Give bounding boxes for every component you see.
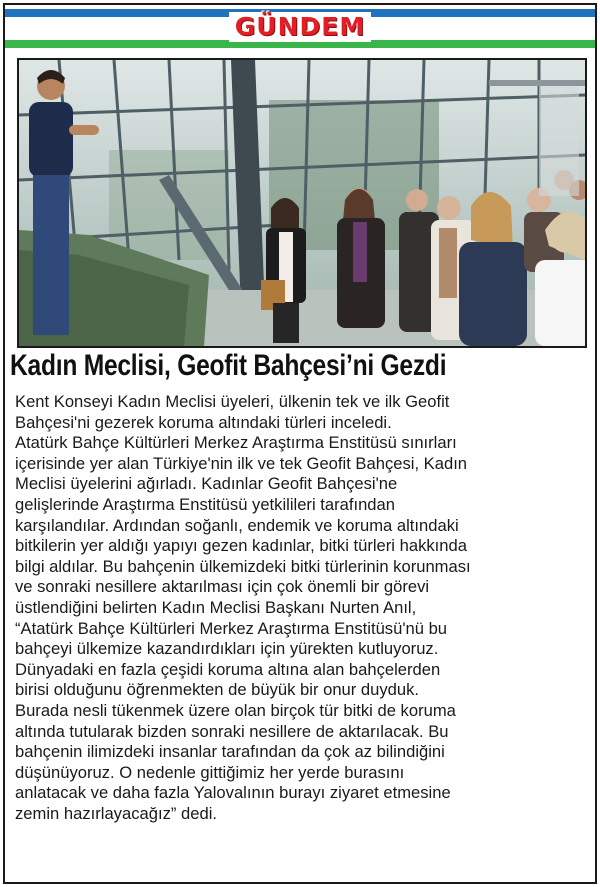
article-line: Kent Konseyi Kadın Meclisi üyeleri, ülkenin tek ve ilk Geofit — [15, 392, 450, 411]
article-line: Bahçesi'ni gezerek koruma altındaki türleri inceledi. — [15, 412, 392, 432]
article-line: üstlendiğini belirten Kadın Meclisi Başkanı Nurten Anıl, — [15, 597, 417, 617]
article-line: bitkilerin yer aldığı yapıyı gezen kadınlar, bitki türleri hakkında — [15, 536, 467, 556]
banner-label-wrap — [5, 5, 595, 49]
article-line: düşünüyoruz. O nedenle gittiğimiz her yerde burasını — [15, 762, 405, 782]
article-line: anlatacak ve daha fazla Yalovalının burayı ziyaret etmesine — [15, 783, 451, 803]
article-line: altında tutularak bizden sonraki nesillere de aktarılacak. Bu — [15, 721, 449, 741]
section-label: GÜNDEM — [229, 12, 371, 42]
article-line: bahçenin ilimizdeki insanlar tarafından da çok az bilindiğini — [15, 742, 445, 762]
article-line: içerisinde yer alan Türkiye'nin ilk ve tek Geofit Bahçesi, Kadın — [15, 453, 468, 473]
article-line: zemin hazırlayacağız” dedi. — [15, 803, 217, 823]
article-line: gelişlerinde Araştırma Enstitüsü yetkilileri tarafından — [15, 494, 395, 514]
article-line: bilgi aldılar. Bu bahçenin ülkemizdeki bitki türlerinin korunması — [15, 556, 471, 576]
article-line: ve sonraki nesillere aktarılması için çok önemli bir görevi — [15, 577, 430, 597]
article-line: “Atatürk Bahçe Kültürleri Merkez Araştırma Enstitüsü'nü bu — [15, 618, 448, 638]
article-line: Burada nesli tükenmek üzere olan birçok tür bitki de koruma — [15, 700, 456, 720]
article-line: bahçeyi ülkemize kazandırdıkları için yürekten kutluyoruz. — [15, 639, 439, 659]
article-line: Atatürk Bahçe Kültürleri Merkez Araştırma Enstitüsü sınırları — [15, 433, 457, 453]
article-line: Meclisi üyelerini ağırladı. Kadınlar Geofit Bahçesi'ne — [15, 474, 398, 494]
article-line: birisi olduğunu öğrenmekten de büyük bir onur duyduk. — [15, 680, 420, 700]
news-photo — [17, 58, 587, 348]
article-body — [15, 392, 583, 824]
article-line: Dünyadaki en fazla çeşidi koruma altına alan bahçelerden — [15, 659, 441, 679]
headline: Kadın Meclisi, Geofit Bahçesi’ni Gezdi — [10, 349, 447, 382]
section-banner — [5, 5, 595, 49]
photo-illustration — [19, 60, 585, 346]
article-line: karşılandılar. Ardından soğanlı, endemik ve koruma altındaki — [15, 515, 459, 535]
